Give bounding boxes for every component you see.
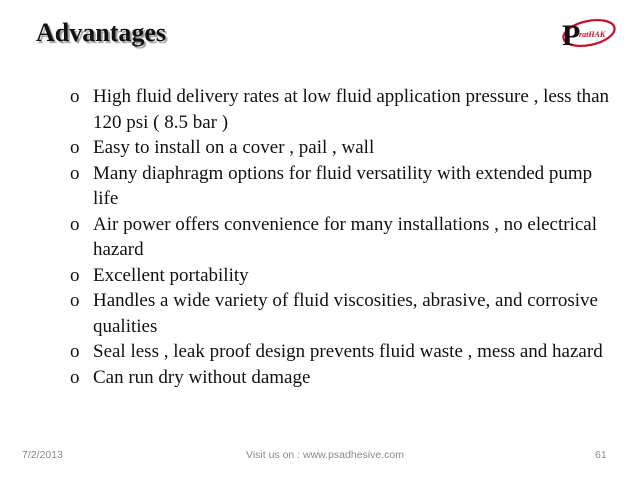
advantages-list [70,84,615,390]
list-item [70,339,615,365]
bullet-marker: o [70,341,80,362]
list-item-text: Can run dry without damage [93,366,311,388]
footer-page-number: 61 [595,449,607,461]
bullet-marker: o [70,290,80,311]
list-item-text: Handles a wide variety of fluid viscosities, abrasive, and corrosive qualities [93,290,598,337]
list-item [70,84,615,135]
bullet-marker: o [70,366,80,388]
list-item-text: Seal less , leak proof design prevents fluid waste , mess and hazard [93,341,603,362]
footer-date: 7/2/2013 [22,449,63,461]
list-item [70,212,615,263]
slide-title: Advantages [36,18,167,47]
list-item-text: Easy to install on a cover , pail , wall [93,137,375,158]
list-item-text: Many diaphragm options for fluid versatility with extended pump life [93,162,593,209]
bullet-marker: o [70,213,80,235]
list-item-text: High fluid delivery rates at low fluid application pressure , less than 120 psi ( 8.5 bar ) [93,86,610,133]
bullet-marker: o [70,264,80,286]
list-item [70,288,615,339]
footer-website: Visit us on : www.psadhesive.com [246,449,404,461]
list-item [70,161,615,212]
list-item [70,263,615,289]
company-logo [556,12,618,52]
bullet-marker: o [70,137,80,158]
bullet-marker: o [70,86,80,107]
list-item-text: Excellent portability [93,264,249,286]
list-item-text: Air power offers convenience for many installations , no electrical hazard [93,213,598,260]
logo-letter-p: P [562,19,581,52]
list-item [70,135,615,161]
bullet-marker: o [70,162,80,184]
list-item [70,365,615,391]
logo-text: ratHAK [579,30,606,39]
